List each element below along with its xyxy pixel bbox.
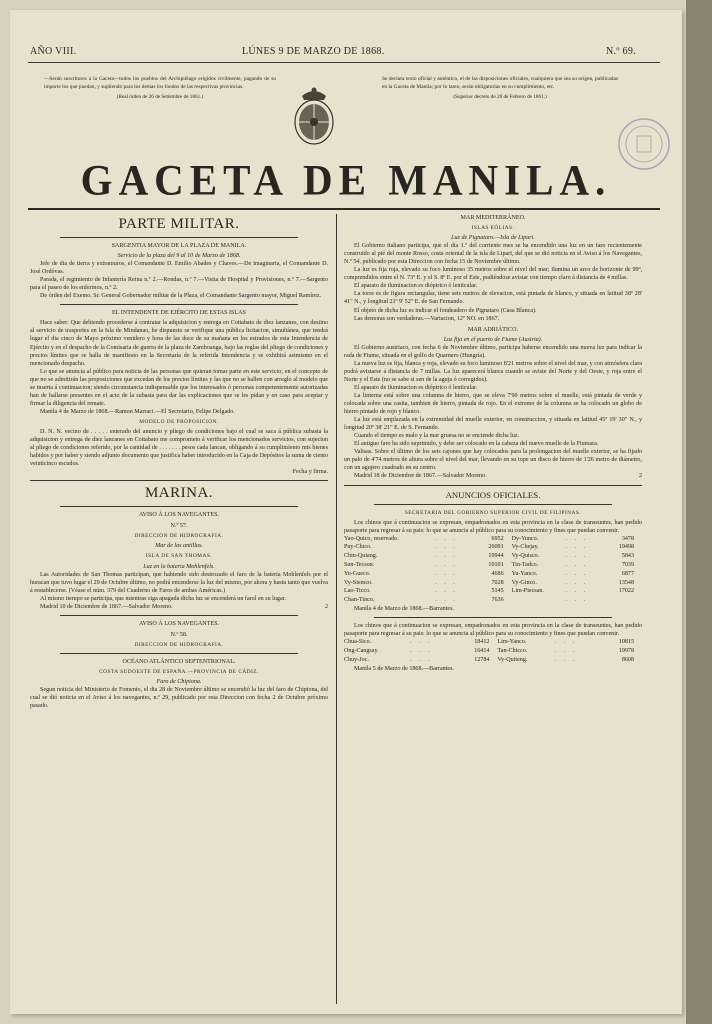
section-marina: MARINA. (144, 485, 214, 502)
name-cell (512, 596, 566, 605)
subscription-notice-text: —Serán suscritores á la Gaceta—todos los pueblos del Archipiélago erigidos civilmente, pagando de su importe los que puedan, y supliendo para los demas los fondos de las respectivas provincias. (44, 76, 276, 90)
table-row (344, 561, 642, 570)
newspaper-page (10, 10, 682, 1014)
column-divider (336, 214, 337, 1004)
paragraph: Las Autoridades de San Thomas participan, que habiendo sido destrozado el faro de la bateria Mohlenfels por el huracan que tuvo lugar el 29 de Octubre último, no podrá encenderse la luz del mismo, por ahora y hasta tanto que vuelva á restablecerse. (Véase el núm. 379 del Cuaderno de Faros de ambas Américas.) (30, 571, 328, 594)
paragraph: La linterna está sobre una columna de hierro, que se eleva 7'90 metros sobre el muelle, está pintada de verde y colocada sobre una casita, tambien de hierro, pintada de rojo. En el extremo de la columna se ha colocado un globo de hierro pintado de rojo y blanco. (344, 392, 642, 416)
number-cell: 6952 (491, 535, 504, 542)
paragraph: Los chinos que á continuacion se expresan, empadronados en esta provincia en la clase de transeuntes, han pedido pasaporte para regresar á su pais: lo que se anuncia al público para su conocimiento y fines que puedan convenir. (344, 623, 642, 638)
sargentia-subheading: Servicio de la plaza del 9 al 10 de Marzo de 1868. (117, 253, 241, 260)
name-cell: Chin-Quiang. (344, 553, 378, 560)
number-cell: 5843 (621, 553, 634, 560)
name-cell: Vy-Chejay. (511, 544, 539, 551)
aviso-signature: Madrid 18 de Diciembre de 1867.—Salvador Moreno. (354, 473, 487, 480)
dots-cell: . . . (565, 579, 589, 586)
paragraph: El objeto de dicha luz es indicar el fondeadero de Pignataro (Casa Blanca). (354, 307, 537, 314)
name-cell: Lim-Yanco. (497, 639, 527, 646)
dots-cell: . . . (565, 588, 589, 595)
dots-cell: . . . (435, 544, 458, 551)
paragraph: Jefe de dia de tierra y extramuros, el Comandante D. Emilio Abades y Chaves.—De imaginaria, el Comandante D. José Ordóvas. (30, 261, 328, 276)
divider (344, 485, 642, 486)
aviso-number: N.º 58. (170, 631, 188, 638)
aviso-heading: AVISO Á LOS NAVEGANTES. (138, 620, 219, 627)
table-row (344, 638, 642, 647)
number-cell: 12784 (474, 656, 490, 663)
aviso-light: Luz en la bateria Mohlenfels. (143, 563, 215, 570)
name-cell: Sun-Tecson. (344, 562, 375, 569)
name-cell: Dy-Yunco. (511, 535, 539, 542)
number-cell: 19978 (618, 647, 634, 654)
paragraph: Los chinos que á continuacion se expresan, empadronados en esta provincia en la clase de transeuntes, han pedido pasaporte para regresar á su pais: lo que se anuncia al público para su conocimiento y fines que puedan convenir. (344, 519, 642, 534)
dots-cell: . . . (435, 588, 458, 595)
aviso-insertion-count: 2 (324, 603, 328, 610)
dots-cell: . . . (554, 656, 578, 663)
name-cell: Tan-Chicco. (497, 647, 528, 654)
subscription-notice-source: (Real órden de 26 de Setiembre de 1861.) (116, 93, 204, 100)
number-cell: 5145 (491, 588, 504, 595)
paragraph: Segun noticia del Ministerio de Fomento, el dia 28 de Noviembre último se encendió la luz del faro de Chipiona, del cual se dió noticia en el Aviso á los navegantes, n.º 29, publicado por esta Direccion con fecha 2 de Octubre próximo pasado. (30, 687, 328, 710)
number-cell: 7028 (491, 579, 504, 586)
divider (374, 617, 612, 618)
number-cell: 4686 (491, 570, 504, 577)
number-cell: 7039 (621, 562, 634, 569)
sargentia-heading: SARGENTIA MAYOR DE LA PLAZA DE MANILA. (111, 243, 247, 249)
dots-cell: . . . (435, 553, 458, 560)
sea-heading: MAR ADRIÁTICO. (467, 326, 519, 333)
paragraph: El aparato de iluminacion es dióptrico ó lenticular. (354, 384, 478, 391)
anuncios-heading: ANUNCIOS OFICIALES. (445, 489, 541, 500)
name-cell: Vy-Quisco. (511, 553, 540, 560)
issue-date: LÚNES 9 DE MARZO DE 1868. (242, 46, 385, 57)
paragraph: Las demoras son verdaderas.—Variacion, 12º NO. en 1867. (354, 315, 500, 322)
modelo-heading: MODELO DE PROPOSICION. (139, 418, 219, 425)
divider (60, 506, 298, 507)
secretaria-heading: SECRETARIA DEL GOBIERNO SUPERIOR CIVIL DE FILIPINAS. (404, 509, 582, 516)
paragraph: De órden del Exemo. Sr. General Gobernador militar de la Plaza, el Comandante Sargento mayor, Miguel Ramírez. (40, 293, 322, 300)
number-cell: 19498 (618, 544, 634, 551)
paragraph: Manila 4 de Marzo de 1868.—Barrantes. (354, 606, 455, 613)
aviso-number: N.º 57. (170, 523, 188, 530)
page-edge (686, 0, 712, 1024)
light-heading: Luz de Pignataro.—Isla de Lipari. (451, 235, 535, 242)
name-cell: Ong-Cangsay. (344, 647, 379, 654)
dots-cell: . . . (435, 597, 458, 604)
aviso-direction: DIRECCION DE HIDROGRAFIA. (134, 533, 224, 540)
number-cell: 7636 (491, 597, 504, 604)
table-row (344, 535, 642, 544)
name-cell: Chuy-Joc. (344, 656, 369, 663)
aviso-ocean: OCÉANO ATLÁNTICO SEPTENTRIONAL. (122, 658, 236, 665)
number-cell: 19944 (488, 553, 504, 560)
paragraph: Manila 4 de Marzo de 1868.—Ramon Marraci.—El Secretario, Felipe Delgado. (40, 408, 235, 415)
paragraph: El Gobierno austriaco, con fecha 6 de Noviembre último, participa haberse encendido una nueva luz para indicar la rada de Fiume, situada en el golfo de Quarnero (Hungría). (344, 344, 642, 359)
divider (60, 304, 298, 305)
dots-cell: . . . (410, 639, 433, 646)
name-cell: Vy-Quiteng. (497, 656, 528, 663)
name-cell: Tin-Tadco. (511, 562, 539, 569)
sea-heading: MAR MEDITERRÁNEO. (460, 215, 526, 221)
name-cell: Lao-Ticco. (344, 588, 371, 595)
number-cell: 26091 (488, 544, 504, 551)
paragraph: Hace saber: Que debiendo procederse á contratar la adquisicion y entrega en Cottabato de diez lanzanes, con destino al servicio de trasportes en la Isla de Mindanao, he dispuesto se verifique una pública licitacion, simultánea, que tendrá lugar el dia cinco de Mayo próximo venidero y hora de las doce de su mañana en los estrados de esta Intendencia de Ejército y en el despacho de la Comisaria de guerra de la plaza de Zamboanga, bajo las reglas del pliego de condiciones y precios límites que se halla de manifiesto en la Secretaría de la referida Intendencia y se exhibirá asimismo en el mencionado despacho. (30, 320, 328, 367)
name-cell: Lim-Piecsan. (511, 588, 544, 595)
aviso-light: Faro de Chipiona. (156, 679, 202, 686)
divider (30, 480, 328, 481)
number-cell: 3478 (621, 535, 634, 542)
paragraph: La luz está emplazada en la extremidad del muelle exterior, en construccion, y situada en latitud 45º 19' 30" N., y longitud 20º 38' 21" E. de S. Fernando. (344, 417, 642, 432)
dots-cell: . . . (410, 647, 433, 654)
dots-cell: . . . (435, 535, 458, 542)
royal-coat-of-arms-icon (288, 84, 340, 148)
paragraph: Manila 5 de Marzo de 1868.—Barrantes. (354, 665, 455, 672)
aviso-direction: DIRECCION DE HIDROGRAFIA. (134, 641, 224, 648)
name-cell: Vy-Ginco. (511, 579, 537, 586)
section-parte-militar: PARTE MILITAR. (118, 216, 240, 232)
number-cell: 10101 (488, 562, 504, 569)
intendente-heading: EL INTENDENTE DE EJÉRCITO DE ESTAS ISLAS (112, 310, 246, 317)
dots-cell: . . . (565, 597, 589, 604)
issue-number: N.º 69. (606, 46, 636, 57)
dots-cell: . . . (435, 579, 458, 586)
passport-table-2 (344, 638, 642, 664)
dots-cell: . . . (554, 639, 578, 646)
table-row (344, 587, 642, 596)
name-cell: Puy-Chico. (344, 544, 372, 551)
aviso-island: ISLA DE SAN THOMAS. (145, 553, 213, 560)
official-text-notice (382, 76, 618, 101)
name-cell: Yu-Yanco. (511, 570, 538, 577)
divider (60, 653, 298, 654)
signature-line: Fecha y firma. (292, 469, 328, 476)
divider (60, 237, 298, 238)
dots-cell: . . . (565, 535, 589, 542)
dots-cell: . . . (565, 553, 589, 560)
year-label: AÑO VIII. (30, 46, 77, 57)
aviso-coast: COSTA SUDOESTE DE ESPAÑA.—PROVINCIA DE CÁDIZ. (99, 668, 259, 675)
divider (60, 615, 298, 616)
header-rule (28, 62, 660, 63)
table-row (344, 596, 642, 605)
paragraph: D. N. N. vecino de . . . . . enterado del anuncio y pliego de condiciones bajo el cual se saca á pública subasta la adquisicion y entrega de diez lancanes en Cottabato me comprometo á verificar los mencionados servicios, con sujecion al pliego de condiciones referido, por la cantidad de . . . . . . . pesos cada lancan, obligando á su cumplimiento mis bienes habidos y por haber y siendo adjunto documento que justifica haber introducido en la Caja de Depósitos la suma de ciento veinticinco escudos. (30, 428, 328, 468)
paragraph: El aparato de iluminacion es dióptrico ó lenticular. (354, 283, 478, 290)
number-cell: 10815 (618, 639, 634, 646)
dots-cell: . . . (435, 562, 458, 569)
subscription-notice (44, 76, 276, 101)
name-cell: Yu-Gueco. (344, 570, 371, 577)
name-cell: Chan-Tinco. (344, 597, 375, 604)
aviso-sea: Mar de las antillas. (155, 543, 203, 550)
right-column (344, 212, 642, 673)
islands-heading: ISLAS EÓLIAS. (471, 225, 515, 232)
table-row (344, 570, 642, 579)
paragraph: La luz es fija roja, elevado su foco luminoso 35 metros sobre el nivel del mar; ilumina un arco de horizonte de 99º, comprendidos entre el N. 73º E. y el S. 8º E. por el Este, pudiéndose avistar con tiempo claro á distancia de 4 millas. (344, 267, 642, 282)
number-cell: 13548 (618, 579, 634, 586)
number-cell: 6877 (621, 570, 634, 577)
name-cell: Chua-Sico. (344, 639, 372, 646)
table-row (344, 552, 642, 561)
paragraph: Parada, el regimiento de Infantería Reina n.º 2.—Rondas, n.º 7.—Visita de Hospital y Provisiones, n.º 7.—Sargento para el paseo de los enfermos, n.º 2. (30, 277, 328, 292)
table-row (344, 579, 642, 588)
dots-cell: . . . (565, 544, 589, 551)
dots-cell: . . . (410, 656, 433, 663)
number-cell (603, 596, 642, 605)
number-cell: 8608 (621, 656, 634, 663)
paragraph: La nueva luz es fija, blanca y roja, elevado su foco luminoso 8'21 metros sobre el nivel del mar, y con atmósfera clara podrá avistarse á distancia de 7 millas. La luz aparecerá blanca cuando se aviste del Norte y del Oeste, y roja entre el Norte y el Este (no se sabe si sen de la aguja ó corregidos). (344, 360, 642, 383)
dots-cell: . . . (565, 562, 589, 569)
dots-cell: . . . (565, 570, 589, 577)
paragraph: La torre es de figura rectangular, tiene seis metros de elevacion, está pintada de blanco, y situada en latitud 38º 28' 41" N., y longitud 21º 9' 52" E. de San Fernando. (344, 291, 642, 306)
title-rule (28, 208, 660, 210)
paragraph (30, 603, 328, 611)
paragraph (344, 472, 642, 480)
name-cell: Yao-Quico, reservado. (344, 535, 399, 542)
newspaper-title: GACETA DE MANILA. (80, 155, 612, 205)
table-row (344, 647, 642, 656)
aviso-insertion-count: 2 (638, 473, 642, 480)
paragraph: Cuando el tiempo es malo y la mar gruesa no se enciende dicha luz. (354, 433, 520, 440)
table-row (344, 543, 642, 552)
paragraph: Al mismo tiempo se participa, que mientras siga apagada dicha luz se encenderá un farol en su lugar. (40, 595, 286, 602)
left-column (30, 212, 328, 710)
paragraph: Lo que se anuncia al público para noticia de las personas que quieran tomar parte en este servicio; en el concepto de que no se admitirán las proposiciones que excedan de los precios límites y las que no se hallen con arreglo al modelo que se inserta á continuacion; siendo circunstancia indispensable que los interesados ó personas competentemente autorizadas han de hallarse presentes en el acto de la subasta para dar las explicaciones que se les pidan y en caso para aceptar y firmar la diligencia del remate. (30, 368, 328, 407)
official-text-notice-text: Se declara texto oficial y auténtico, el de las disposiciones oficiales, cualquiera que sea su orígen, publicadas en la Gaceta de Manila; por lo tanto, serán obligatorias en su cumplimiento, etc. (382, 76, 618, 90)
light-heading: Luz fija en el puerto de Fiume (Austria). (443, 336, 543, 343)
name-cell: Vy-Siemco. (344, 579, 373, 586)
dots-cell: . . . (435, 570, 458, 577)
paragraph: Valisas. Sobre el último de los seis cajones que hay colocados para la prolongacion del muelle exterior, se ha fijado un palo de 4'74 metros de altura sobre el nivel del mar, llevando en su tope un disco de hierro de 1'26 metro de diámetro, con un agujero cuadrado en su centro. (344, 449, 642, 472)
aviso-signature: Madrid 10 de Diciembre de 1867.—Salvador Moreno. (40, 603, 173, 610)
official-text-notice-source: (Superior decreto de 20 de Febrero de 1861.) (453, 93, 547, 100)
paragraph: El antiguo faro ha sido suprimido, y debe ser colocado en la cabeza del nuevo muelle de la Fiumara. (354, 441, 599, 448)
passport-table-1 (344, 535, 642, 605)
number-cell: 18412 (474, 639, 490, 646)
table-row (344, 656, 642, 665)
aviso-heading: AVISO Á LOS NAVEGANTES. (138, 512, 219, 519)
paragraph: El Gobierno italiano participa, que el dia 1.º del corriente mes se ha encendido una luz en un faro recientemente construido al pié del monte Rosso, costa oriental de la isla de Lipari, del que se dió noticia en el Aviso á los Navegantes, N.º 54, publicado por esta Direccion con fecha 15 de Noviembre último. (344, 243, 642, 266)
number-cell: 17022 (618, 588, 634, 595)
divider (374, 504, 612, 505)
dots-cell: . . . (554, 647, 578, 654)
number-cell: 16414 (474, 647, 490, 654)
